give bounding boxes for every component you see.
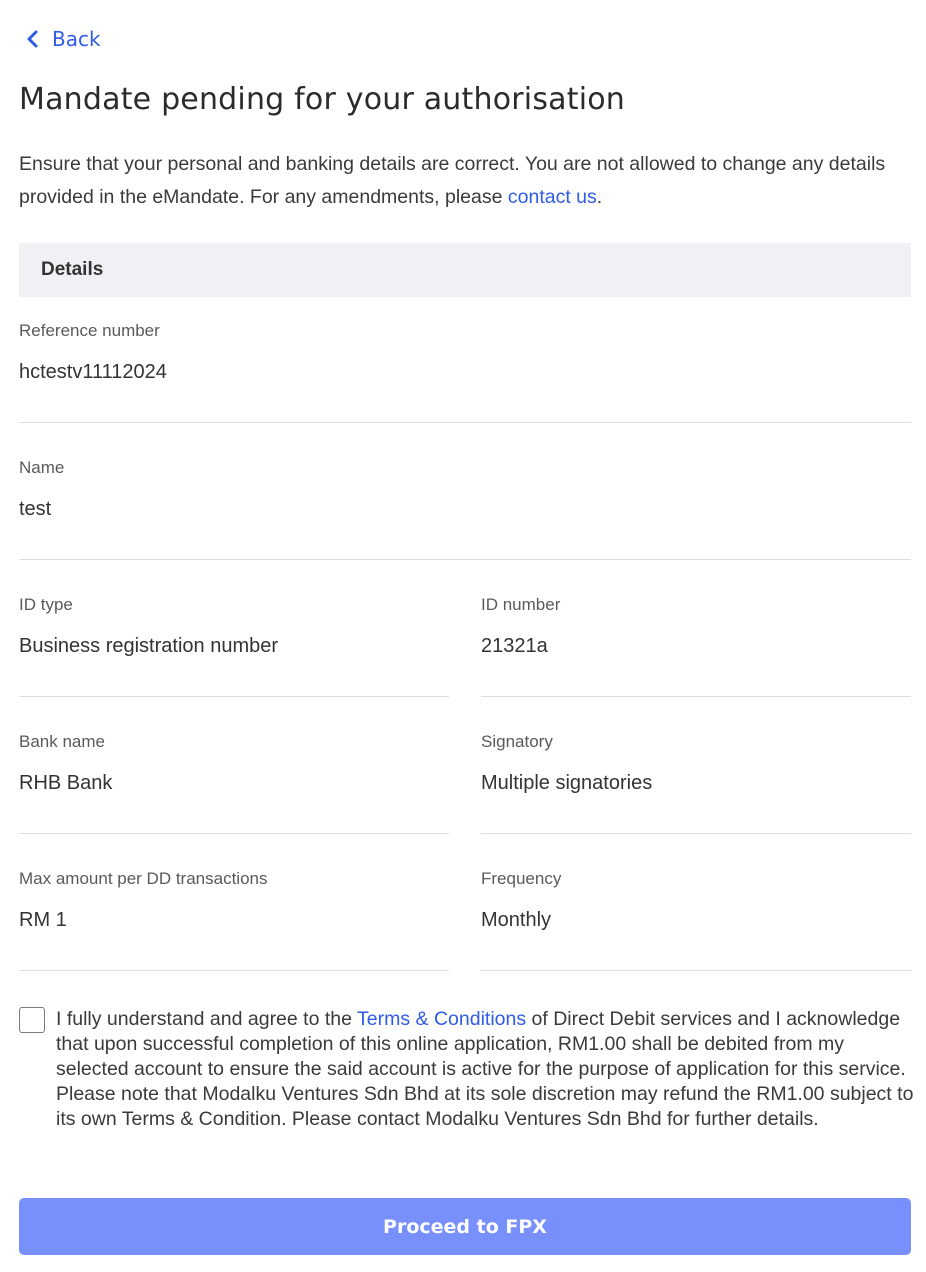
back-label: Back	[52, 27, 101, 51]
field-label: ID type	[19, 595, 73, 614]
field-id-number	[481, 595, 911, 697]
field-name	[19, 458, 911, 560]
field-label: ID number	[481, 595, 561, 614]
consent-checkbox[interactable]	[19, 1007, 45, 1033]
intro-text-end: .	[596, 186, 603, 208]
field-value: RHB Bank	[19, 772, 113, 794]
intro-text	[19, 148, 914, 214]
contact-us-link[interactable]: contact us	[507, 186, 597, 208]
terms-and-conditions-link[interactable]: Terms & Conditions	[357, 1008, 527, 1030]
field-max-amount	[19, 869, 449, 971]
page-title: Mandate pending for your authorisation	[19, 82, 626, 117]
field-frequency	[481, 869, 911, 971]
field-value: 21321a	[481, 635, 548, 657]
field-label: Reference number	[19, 321, 160, 340]
field-reference-number	[19, 321, 911, 423]
field-value: Business registration number	[19, 635, 279, 657]
intro-text-body: Ensure that your personal and banking details are correct. You are not allowed to change any details provided in the eMandate. For any amendments, please	[19, 153, 886, 208]
consent-text-intro: I fully understand and agree to the	[56, 1008, 358, 1030]
field-label: Name	[19, 458, 65, 477]
field-bank-name	[19, 732, 449, 834]
field-value: RM 1	[19, 909, 67, 931]
consent-text-body: of Direct Debit services and I acknowledge that upon successful completion of this online application, RM1.00 shall be debited from my selected account to ensure the said account is active for the purpose of application for this service. Please note that Modalku Ventures Sdn Bhd at its sole discretion may refund the RM1.00 subject to its own Terms & Condition. Please contact Modalku Ventures Sdn Bhd for further details.	[56, 1008, 914, 1130]
consent-row	[19, 1007, 914, 1132]
field-value: Monthly	[481, 909, 552, 931]
field-value: Multiple signatories	[481, 772, 653, 794]
field-value: test	[19, 498, 52, 520]
chevron-left-icon	[24, 29, 40, 49]
field-label: Signatory	[481, 732, 553, 751]
field-label: Frequency	[481, 869, 562, 888]
consent-text	[56, 1007, 914, 1132]
proceed-to-fpx-button[interactable]: Proceed to FPX	[19, 1198, 911, 1255]
field-label: Bank name	[19, 732, 105, 751]
details-section-header: Details	[19, 243, 911, 297]
field-signatory	[481, 732, 911, 834]
field-value: hctestv11112024	[19, 361, 167, 383]
back-link[interactable]	[24, 27, 101, 51]
field-label: Max amount per DD transactions	[19, 869, 268, 888]
field-id-type	[19, 595, 449, 697]
